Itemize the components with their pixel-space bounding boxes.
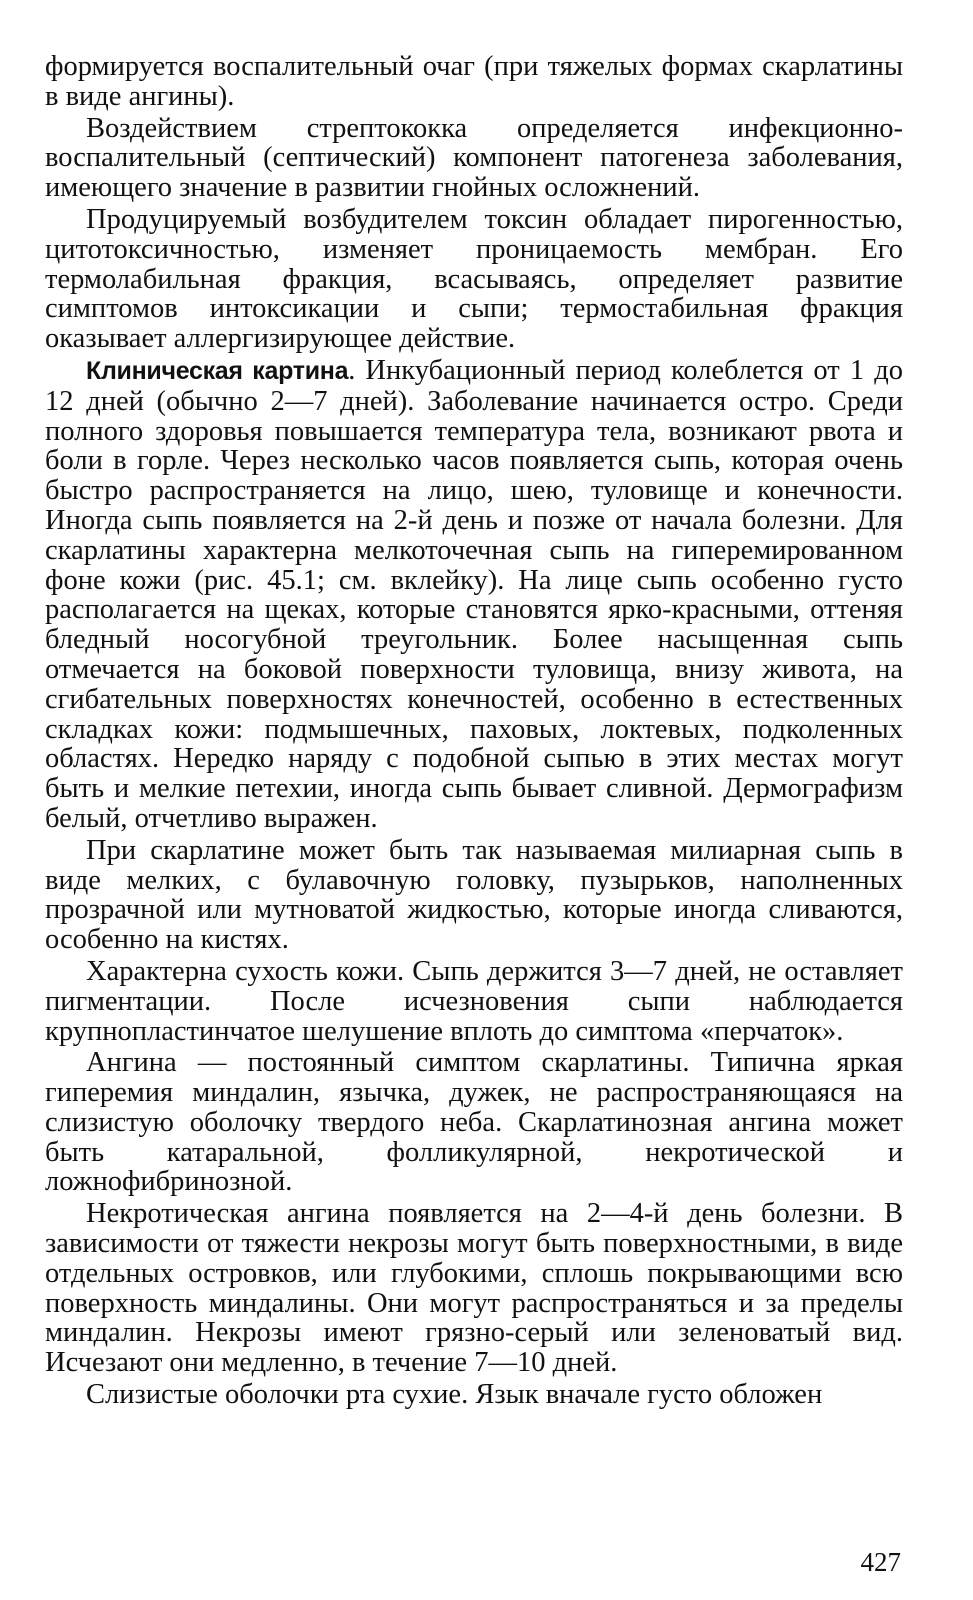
paragraph-5-text: При скарлатине может быть так называемая милиарная сыпь в виде мелких, с булавочную головку, пузырьков, наполненных прозрачной или мутноватой жидкостью, которые иногда сливаются, особенно на кистях. [45,834,903,956]
page-body [45,52,903,1412]
section-heading-clinical-picture: Клиническая картина [86,356,349,385]
paragraph-2 [45,114,903,203]
paragraph-3 [45,205,903,354]
paragraph-clinical-picture [45,356,903,834]
paragraph-9 [45,1380,903,1410]
paragraph-6 [45,957,903,1046]
paragraph-3-text: Продуцируемый возбудителем токсин обладает пирогенностью, цитотоксичностью, изменяет проницаемость мембран. Его термолабильная фракция, всасываясь, определяет развитие симптомов интоксикации и сыпи; термостабильная фракция оказывает аллергизирующее действие. [45,203,903,355]
paragraph-4-text: . Инкубационный период колеблется от 1 до 12 дней (обычно 2—7 дней). Заболевание начинается остро. Среди полного здоровья повышается температура тела, возникают рвота и боли в горле. Через несколько часов появляется сыпь, которая очень быстро распространяется на лицо, шею, туловище и конечности. Иногда сыпь появляется на 2-й день и позже от начала болезни. Для скарлатины характерна мелкоточечная сыпь на гиперемированном фоне кожи (рис. 45.1; см. вклейку). На лице сыпь особенно густо располагается на щеках, которые становятся ярко-красными, оттеняя бледный носогубной треугольник. Более насыщенная сыпь отмечается на боковой поверхности туловища, внизу живота, на сгибательных поверхностях конечностей, особенно в естественных складках кожи: подмышечных, паховых, локтевых, подколенных областях. Нередко наряду с подобной сыпью в этих местах могут быть и мелкие петехии, иногда сыпь бывает сливной. Дермографизм белый, отчетливо выражен. [45,354,903,834]
paragraph-8-text: Некротическая ангина появляется на 2—4-й день болезни. В зависимости от тяжести некрозы могут быть поверхностными, в виде отдельных островков, или глубокими, сплошь покрывающими всю поверхность миндалины. Они могут распространяться и за пределы миндалин. Некрозы имеют грязно-серый или зеленоватый вид. Исчезают они медленно, в течение 7—10 дней. [45,1198,903,1379]
paragraph-8 [45,1199,903,1378]
paragraph-5 [45,836,903,955]
paragraph-1 [45,52,903,112]
paragraph-1-text: формируется воспалительный очаг (при тяжелых формах скарлатины в виде ангины). [45,51,903,112]
paragraph-2-text: Воздействием стрептококка определяется инфекционно-воспалительный (септический) компонент патогенеза заболевания, имеющего значение в развитии гнойных осложнений. [45,112,903,204]
page-number: 427 [860,1547,901,1577]
paragraph-7-text: Ангина — постоянный симптом скарлатины. Типична яркая гиперемия миндалин, язычка, дужек, не распространяющаяся на слизистую оболочку твердого неба. Скарлатинозная ангина может быть катаральной, фолликулярной, некротической и ложнофибринозной. [45,1047,903,1198]
paragraph-7 [45,1048,903,1197]
paragraph-9-text: Слизистые оболочки рта сухие. Язык вначале густо обложен [86,1379,823,1411]
paragraph-6-text: Характерна сухость кожи. Сыпь держится 3—7 дней, не оставляет пигментации. После исчезновения сыпи наблюдается крупнопластинчатое шелушение вплоть до симптома «перчаток». [45,955,903,1047]
